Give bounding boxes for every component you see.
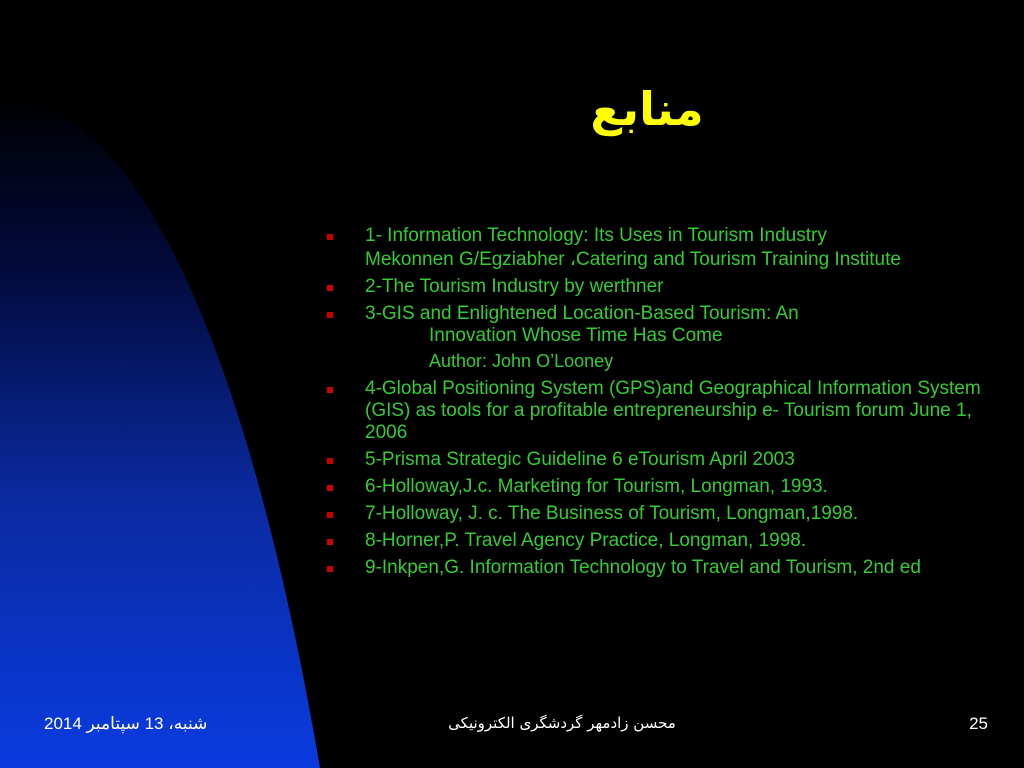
reference-text: 8-Horner,P. Travel Agency Practice, Longman, 1998. bbox=[365, 530, 807, 551]
slide-number: 25 bbox=[969, 714, 988, 733]
bullet-icon bbox=[327, 285, 333, 291]
bullet-icon bbox=[327, 458, 333, 464]
footer-author-topic: محسن زادمهر گردشگری الکترونیکی bbox=[448, 714, 676, 732]
list-item bbox=[325, 249, 985, 271]
bullet-icon bbox=[327, 566, 333, 572]
reference-text: 1- Information Technology: Its Uses in Tourism Industry bbox=[365, 225, 827, 246]
reference-list bbox=[325, 225, 985, 584]
reference-text: 5-Prisma Strategic Guideline 6 eTourism April 2003 bbox=[365, 449, 795, 470]
reference-continuation: Innovation Whose Time Has Come bbox=[429, 325, 723, 346]
reference-text: 6-Holloway,J.c. Marketing for Tourism, Longman, 1993. bbox=[365, 476, 828, 497]
slide-title: منابع bbox=[590, 82, 704, 136]
list-item bbox=[325, 476, 985, 498]
list-item bbox=[325, 378, 985, 444]
reference-author: Author: John O’Looney bbox=[429, 351, 614, 371]
footer-date: شنبه، 13 سپتامبر 2014 bbox=[44, 714, 208, 733]
list-item bbox=[325, 225, 985, 247]
list-item bbox=[325, 276, 985, 298]
reference-text: 9-Inkpen,G. Information Technology to Travel and Tourism, 2nd ed bbox=[365, 557, 921, 578]
list-item bbox=[325, 503, 985, 525]
bullet-icon bbox=[327, 512, 333, 518]
list-item bbox=[325, 449, 985, 471]
bullet-icon bbox=[327, 485, 333, 491]
reference-text: 3-GIS and Enlightened Location-Based Tourism: An bbox=[365, 303, 799, 324]
bullet-icon bbox=[327, 312, 333, 318]
list-item bbox=[325, 530, 985, 552]
list-item bbox=[325, 557, 985, 579]
bullet-icon bbox=[327, 539, 333, 545]
reference-text: 2-The Tourism Industry by werthner bbox=[365, 276, 664, 297]
reference-text: Mekonnen G/Egziabher ،Catering and Tourism Training Institute bbox=[365, 249, 901, 270]
list-item bbox=[325, 303, 985, 347]
reference-text: 4-Global Positioning System (GPS)and Geographical Information System (GIS) as tools for a profitable entrepreneurship e- Tourism forum June 1, 2006 bbox=[365, 378, 981, 443]
bullet-icon bbox=[327, 387, 333, 393]
reference-text: 7-Holloway, J. c. The Business of Tourism, Longman,1998. bbox=[365, 503, 859, 524]
list-item bbox=[325, 350, 985, 372]
bullet-icon bbox=[327, 234, 333, 240]
